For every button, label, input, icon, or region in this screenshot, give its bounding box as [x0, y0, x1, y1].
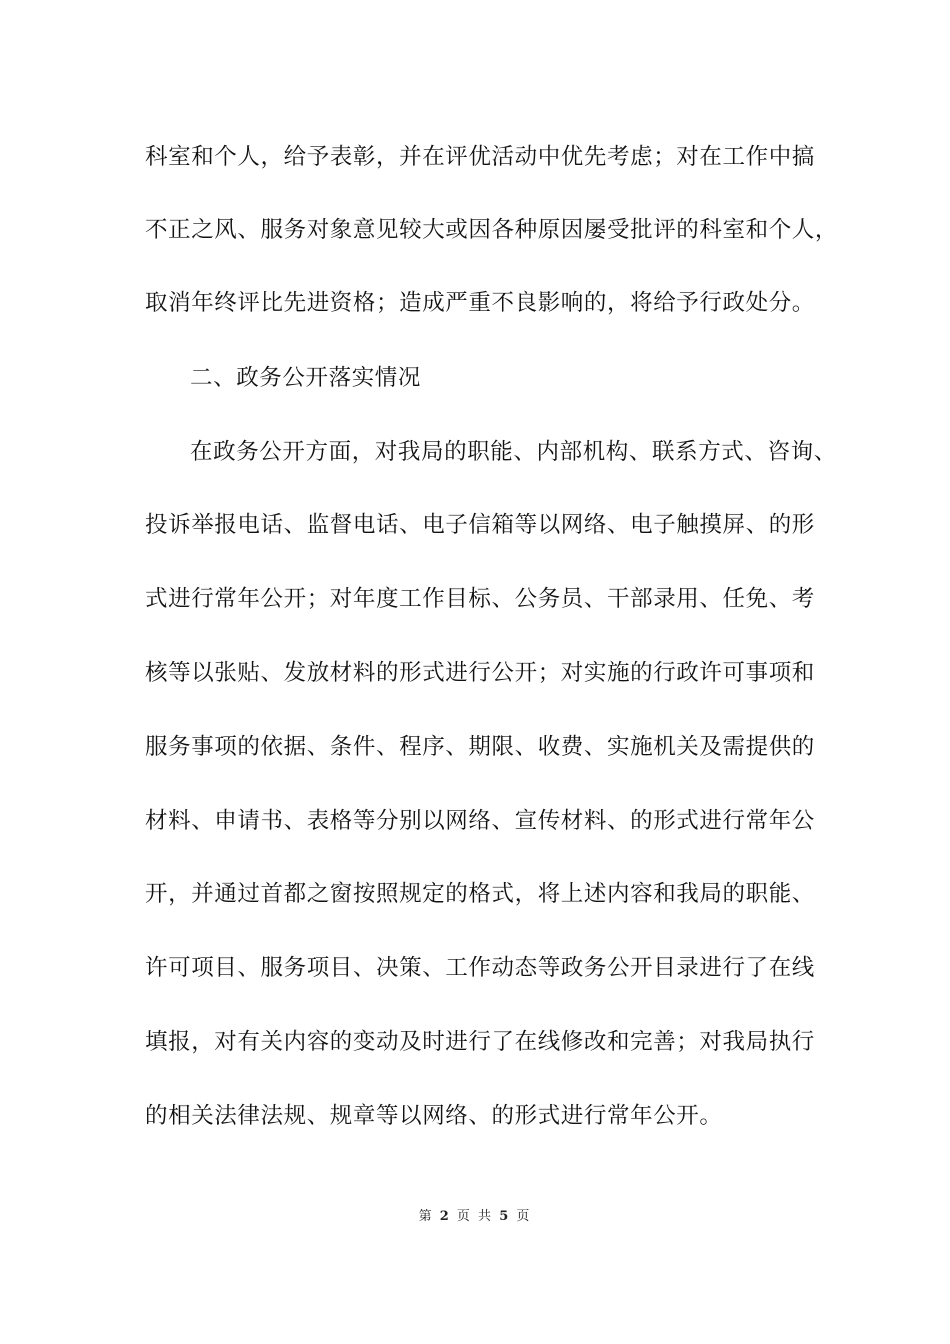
paragraph-2-line-2: 投诉举报电话、监督电话、电子信箱等以网络、电子触摸屏、的形 [145, 512, 815, 538]
footer-prefix: 第 [418, 1209, 434, 1224]
paragraph-2-line-9: 填报，对有关内容的变动及时进行了在线修改和完善；对我局执行 [145, 1029, 815, 1055]
paragraph-2-line-6: 材料、申请书、表格等分别以网络、宣传材料、的形式进行常年公 [145, 808, 815, 834]
paragraph-2-line-4: 核等以张贴、发放材料的形式进行公开；对实施的行政许可事项和 [145, 660, 815, 686]
paragraph-1-line-1: 科室和个人，给予表彰，并在评优活动中优先考虑；对在工作中搞 [145, 144, 815, 170]
paragraph-2-line-1: 在政务公开方面，对我局的职能、内部机构、联系方式、咨询、 [190, 439, 837, 465]
paragraph-2-line-7: 开，并通过首都之窗按照规定的格式，将上述内容和我局的职能、 [145, 881, 815, 907]
footer-total-pages: 5 [499, 1209, 511, 1224]
section-heading: 二、政务公开落实情况 [190, 365, 422, 391]
page-footer [0, 1208, 950, 1226]
paragraph-2-line-10: 的相关法律法规、规章等以网络、的形式进行常年公开。 [145, 1103, 723, 1129]
paragraph-2-line-3: 式进行常年公开；对年度工作目标、公务员、干部录用、任免、考 [145, 586, 815, 612]
footer-current-page: 2 [439, 1209, 451, 1224]
paragraph-2-line-5: 服务事项的依据、条件、程序、期限、收费、实施机关及需提供的 [145, 734, 815, 760]
paragraph-2-line-8: 许可项目、服务项目、决策、工作动态等政务公开目录进行了在线 [145, 955, 815, 981]
paragraph-1-line-3: 取消年终评比先进资格；造成严重不良影响的，将给予行政处分。 [145, 290, 815, 316]
paragraph-1-line-2: 不正之风、服务对象意见较大或因各种原因屡受批评的科室和个人， [145, 217, 839, 243]
footer-suffix: 页 [516, 1209, 532, 1224]
footer-middle: 页 共 [456, 1209, 494, 1224]
